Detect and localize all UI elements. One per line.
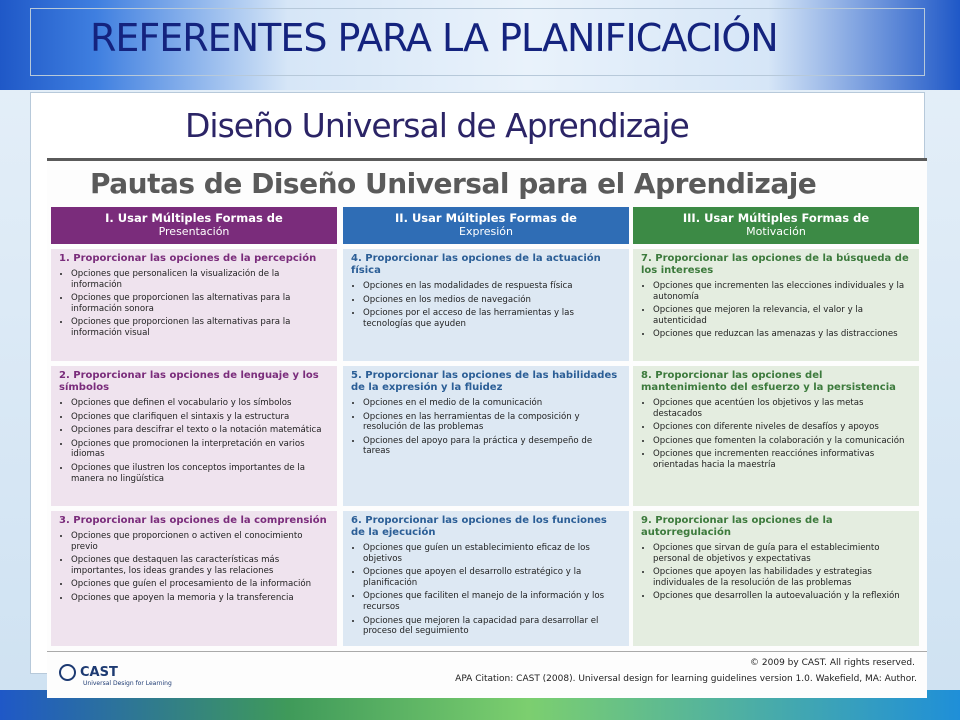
column-header-title: III. Usar Múltiples Formas de [682, 211, 870, 225]
checkpoint-item: • Opciones que guíen el procesamiento de la información [71, 579, 329, 590]
guideline-heading: 7. Proporcionar las opciones de la búsqueda de los intereses [641, 253, 909, 276]
guideline-cell-1 [51, 249, 337, 361]
cast-logo-subtitle: Universal Design for Learning [83, 680, 172, 687]
column-header-subtitle: Presentación [158, 225, 230, 238]
checkpoint-item: • Opciones que proporcionen o activen el conocimiento previo [71, 531, 329, 552]
checkpoint-item: • Opciones que proporcionen las alternativas para la información sonora [71, 293, 329, 314]
checkpoint-item: • Opciones que fomenten la colaboración y la comunicación [653, 436, 911, 447]
checkpoint-item: • Opciones en el medio de la comunicación [363, 398, 621, 409]
guideline-heading: 6. Proporcionar las opciones de los funciones de la ejecución [351, 515, 607, 538]
slide-title: REFERENTES PARA LA PLANIFICACIÓN [90, 16, 778, 60]
checkpoint-item: • Opciones que definen el vocabulario y los símbolos [71, 398, 329, 409]
checkpoint-item: • Opciones que acentúen los objetivos y las metas destacados [653, 398, 911, 419]
slide-subtitle: Diseño Universal de Aprendizaje [185, 106, 689, 145]
checkpoint-item: • Opciones que apoyen el desarrollo estratégico y la planificación [363, 567, 621, 588]
figure-title: Pautas de Diseño Universal para el Aprendizaje [90, 167, 817, 200]
column-header-2 [343, 207, 629, 244]
udl-guidelines-figure [47, 158, 927, 698]
checkpoint-item: • Opciones que apoyen las habilidades y estrategias individuales de la resolución de las problemas [653, 567, 911, 588]
checkpoint-item: • Opciones por el acceso de las herramientas y las tecnologías que ayuden [363, 308, 621, 329]
checkpoint-list [351, 543, 621, 637]
column-header-subtitle: Motivación [746, 225, 806, 238]
guideline-cell-3 [51, 511, 337, 646]
checkpoint-item: • Opciones que personalicen la visualización de la información [71, 269, 329, 290]
checkpoint-item: • Opciones con diferente niveles de desafíos y apoyos [653, 422, 911, 433]
checkpoint-item: • Opciones que destaquen las características más importantes, los ideas grandes y las relaciones [71, 555, 329, 576]
copyright: © 2009 by CAST. All rights reserved. [750, 658, 915, 668]
guideline-heading: 8. Proporcionar las opciones del mantenimiento del esfuerzo y la persistencia [641, 370, 896, 393]
guideline-cell-5 [343, 366, 629, 506]
checkpoint-list [59, 269, 329, 339]
checkpoint-item: • Opciones del apoyo para la práctica y desempeño de tareas [363, 436, 621, 457]
figure-footer [47, 651, 927, 696]
column-header-3 [633, 207, 919, 244]
citation: APA Citation: CAST (2008). Universal design for learning guidelines version 1.0. Wakefield, MA: Author. [455, 674, 917, 684]
checkpoint-item: • Opciones que reduzcan las amenazas y las distracciones [653, 329, 911, 340]
guideline-heading: 2. Proporcionar las opciones de lenguaje y los símbolos [59, 370, 319, 393]
checkpoint-item: • Opciones en los medios de navegación [363, 295, 621, 306]
checkpoint-item: • Opciones que ilustren los conceptos importantes de la manera no lingüística [71, 463, 329, 484]
checkpoint-item: • Opciones en las modalidades de respuesta física [363, 281, 621, 292]
checkpoint-item: • Opciones que guíen un establecimiento eficaz de los objetivos [363, 543, 621, 564]
guideline-cell-7 [633, 249, 919, 361]
column-header-1 [51, 207, 337, 244]
checkpoint-list [59, 398, 329, 484]
guideline-cell-2 [51, 366, 337, 506]
checkpoint-item: • Opciones que mejoren la capacidad para desarrollar el proceso del seguimiento [363, 616, 621, 637]
checkpoint-list [641, 543, 911, 602]
guideline-heading: 3. Proporcionar las opciones de la comprensión [59, 515, 327, 526]
column-header-subtitle: Expresión [459, 225, 513, 238]
checkpoint-item: • Opciones que sirvan de guía para el establecimiento personal de objetivos y expectativas [653, 543, 911, 564]
checkpoint-item: • Opciones que mejoren la relevancia, el valor y la autenticidad [653, 305, 911, 326]
checkpoint-item: • Opciones que proporcionen las alternativas para la información visual [71, 317, 329, 338]
column-header-title: I. Usar Múltiples Formas de [105, 211, 283, 225]
checkpoint-list [351, 281, 621, 329]
checkpoint-item: • Opciones que faciliten el manejo de la información y los recursos [363, 591, 621, 612]
checkpoint-list [59, 531, 329, 604]
guideline-cell-8 [633, 366, 919, 506]
checkpoint-item: • Opciones que desarrollen la autoevaluación y la reflexión [653, 591, 911, 602]
checkpoint-item: • Opciones que apoyen la memoria y la transferencia [71, 593, 329, 604]
checkpoint-item: • Opciones en las herramientas de la composición y resolución de las problemas [363, 412, 621, 433]
guideline-heading: 4. Proporcionar las opciones de la actuación física [351, 253, 601, 276]
guideline-heading: 1. Proporcionar las opciones de la percepción [59, 253, 317, 264]
guideline-cell-9 [633, 511, 919, 646]
guideline-cell-6 [343, 511, 629, 646]
checkpoint-item: • Opciones que incrementen reacciónes informativas orientadas hacia la maestría [653, 449, 911, 470]
guideline-heading: 5. Proporcionar las opciones de las habilidades de la expresión y la fluidez [351, 370, 618, 393]
cast-logo [59, 664, 118, 681]
checkpoint-list [641, 281, 911, 340]
checkpoint-item: • Opciones que incrementen las elecciones individuales y la autonomía [653, 281, 911, 302]
checkpoint-item: • Opciones que clarifiquen el sintaxis y la estructura [71, 412, 329, 423]
column-header-title: II. Usar Múltiples Formas de [395, 211, 577, 225]
guideline-cell-4 [343, 249, 629, 361]
checkpoint-item: • Opciones que promocionen la interpretación en varios idiomas [71, 439, 329, 460]
cast-logo-text: CAST [80, 665, 118, 680]
guideline-heading: 9. Proporcionar las opciones de la autorregulación [641, 515, 833, 538]
checkpoint-item: • Opciones para descifrar el texto o la notación matemática [71, 425, 329, 436]
cast-logo-icon [59, 664, 76, 681]
checkpoint-list [641, 398, 911, 471]
checkpoint-list [351, 398, 621, 457]
